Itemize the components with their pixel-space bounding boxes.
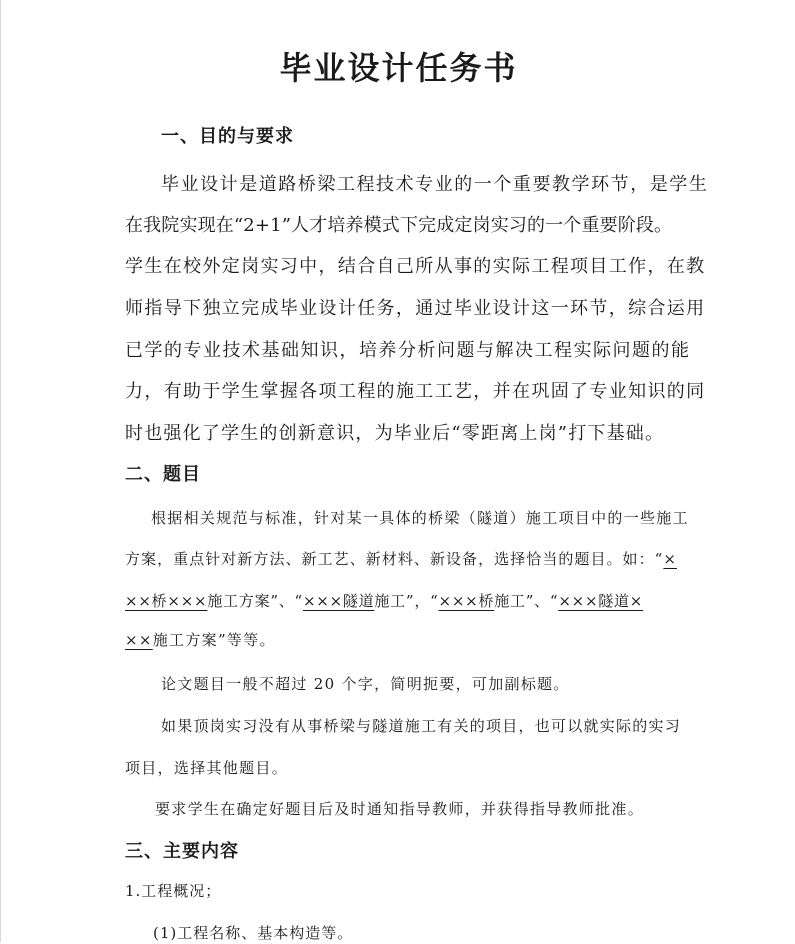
- underlined-placeholder: ×××隧道: [302, 592, 375, 610]
- text-run: 施工”、“: [494, 592, 559, 610]
- paragraph-line: [125, 629, 276, 651]
- underlined-placeholder: ×××隧道×: [558, 592, 644, 610]
- underlined-placeholder: ×××桥: [438, 592, 495, 610]
- section-heading-content: 三、主要内容: [125, 841, 239, 862]
- paragraph-line: 毕业设计是道路桥梁工程技术专业的一个重要教学环节，是学生: [161, 174, 709, 195]
- paragraph-line: 如果顶岗实习没有从事桥梁与隧道施工有关的项目，也可以就实际的实习: [161, 717, 682, 735]
- paragraph-line: 学生在校外定岗实习中，结合自己所从事的实际工程项目工作，在教: [125, 256, 706, 277]
- paragraph-line: 根据相关规范与标准，针对某一具体的桥梁（隧道）施工项目中的一些施工: [151, 509, 689, 527]
- document-title: 毕业设计任务书: [279, 49, 518, 87]
- paragraph-line: 在我院实现在“2+1”人才培养模式下完成定岗实习的一个重要阶段。: [125, 215, 673, 236]
- paragraph-line: 时也强化了学生的创新意识，为毕业后“零距离上岗”打下基础。: [125, 423, 665, 444]
- paragraph-line: 师指导下独立完成毕业设计任务，通过毕业设计这一环节，综合运用: [125, 298, 706, 319]
- paragraph-line: [125, 548, 677, 570]
- section-heading-topic: 二、题目: [125, 464, 201, 485]
- text-run: 施工方案”、“: [207, 592, 303, 610]
- paragraph-line: 力，有助于学生掌握各项工程的施工工艺，并在巩固了专业知识的同: [125, 381, 706, 402]
- underlined-placeholder: ××桥×××: [125, 592, 208, 610]
- list-item: 1.工程概况；: [125, 882, 222, 900]
- underlined-placeholder: ×: [663, 550, 677, 568]
- section-heading-purpose: 一、目的与要求: [161, 126, 294, 147]
- underlined-placeholder: ××: [125, 631, 153, 649]
- paragraph-line: 论文题目一般不超过 20 个字，简明扼要，可加副标题。: [161, 675, 570, 693]
- paragraph-line: 项目，选择其他题目。: [125, 759, 289, 777]
- text-run: 施工”，“: [374, 592, 439, 610]
- text-run: 方案，重点针对新方法、新工艺、新材料、新设备，选择恰当的题目。如：“: [125, 550, 664, 568]
- text-run: 施工方案”等等。: [152, 631, 276, 649]
- paragraph-line: 已学的专业技术基础知识，培养分析问题与解决工程实际问题的能: [125, 340, 691, 361]
- paragraph-line: 要求学生在确定好题目后及时通知指导教师，并获得指导教师批准。: [155, 800, 645, 818]
- list-item: (1)工程名称、基本构造等。: [153, 924, 354, 942]
- paragraph-line: [125, 590, 643, 612]
